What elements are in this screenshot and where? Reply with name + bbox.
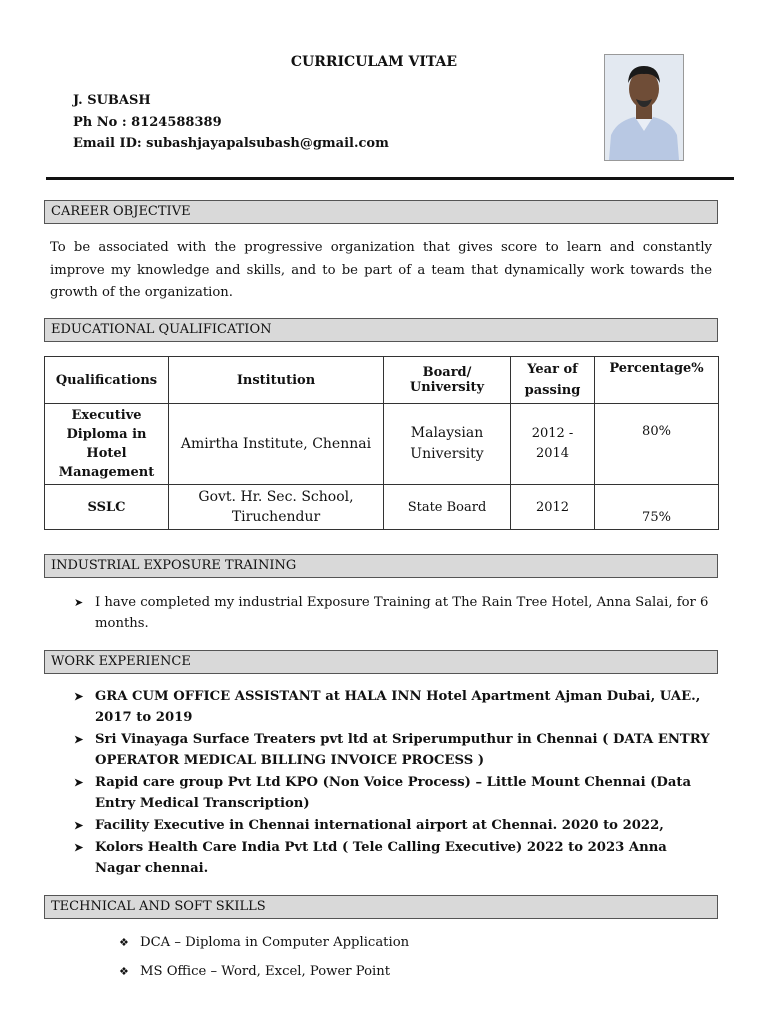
table-cell: SSLC (45, 485, 169, 530)
table-cell: 75% (595, 485, 719, 530)
skill-entry: MS Office – Word, Excel, Power Point (140, 964, 391, 979)
arrow-bullet-icon: ➤ (74, 690, 84, 703)
diamond-bullet-icon: ❖ (119, 965, 129, 978)
section-education: EDUCATIONAL QUALIFICATION (44, 318, 718, 342)
column-header: Year of passing (511, 357, 595, 404)
list-item (74, 772, 714, 814)
table-cell: Govt. Hr. Sec. School, Tiruchendur (169, 485, 384, 530)
list-item (119, 961, 679, 982)
list-item (74, 837, 714, 879)
list-item (74, 686, 714, 728)
work-entry: Facility Executive in Chennai international airport at Chennai. 2020 to 2022, (95, 818, 664, 833)
work-entry: Sri Vinayaga Surface Treaters pvt ltd at Sriperumputhur in Chennai ( DATA ENTRY OPERATOR MEDICAL BILLING INVOICE PROCESS ) (95, 732, 710, 768)
column-header: Qualifications (45, 357, 169, 404)
diamond-bullet-icon: ❖ (119, 936, 129, 949)
table-cell: 2012 (511, 485, 595, 530)
section-training: INDUSTRIAL EXPOSURE TRAINING (44, 554, 718, 578)
profile-photo (604, 54, 684, 161)
list-item (119, 932, 679, 953)
section-career-objective: CAREER OBJECTIVE (44, 200, 718, 224)
table-cell: Amirtha Institute, Chennai (169, 404, 384, 485)
table-header-row (45, 357, 719, 404)
list-item (74, 729, 714, 771)
phone-number: Ph No : 8124588389 (73, 115, 222, 130)
arrow-bullet-icon: ➤ (74, 841, 84, 854)
table-row (45, 404, 719, 485)
document-title: CURRICULAM VITAE (290, 54, 458, 70)
work-entry: Kolors Health Care India Pvt Ltd ( Tele Calling Executive) 2022 to 2023 Anna Nagar chennai. (95, 840, 667, 876)
candidate-name: J. SUBASH (73, 93, 151, 108)
table-cell: Malaysian University (384, 404, 511, 485)
work-entry: Rapid care group Pvt Ltd KPO (Non Voice Process) – Little Mount Chennai (Data Entry Medical Transcription) (95, 775, 692, 811)
arrow-bullet-icon: ➤ (74, 819, 84, 832)
table-cell: Executive Diploma in Hotel Management (45, 404, 169, 485)
table-cell: 80% (595, 404, 719, 485)
education-table (44, 356, 719, 530)
arrow-bullet-icon: ➤ (74, 733, 84, 746)
arrow-bullet-icon: ➤ (74, 596, 84, 609)
table-cell: State Board (384, 485, 511, 530)
email-address: Email ID: subashjayapalsubash@gmail.com (73, 136, 389, 151)
column-header: Institution (169, 357, 384, 404)
table-cell: 2012 - 2014 (511, 404, 595, 485)
header-divider (46, 177, 734, 180)
column-header: Percentage% (595, 357, 719, 404)
arrow-bullet-icon: ➤ (74, 776, 84, 789)
list-item (74, 592, 714, 634)
list-item (74, 815, 714, 836)
training-text: I have completed my industrial Exposure Training at The Rain Tree Hotel, Anna Salai, for 6 months. (95, 595, 709, 631)
section-work-experience: WORK EXPERIENCE (44, 650, 718, 674)
work-entry: GRA CUM OFFICE ASSISTANT at HALA INN Hotel Apartment Ajman Dubai, UAE., 2017 to 2019 (95, 689, 701, 725)
skill-entry: DCA – Diploma in Computer Application (140, 935, 410, 950)
career-objective-text: To be associated with the progressive organization that gives score to learn and constantly improve my knowledge and skills, and to be part of a team that dynamically work towards the growth of the organization. (50, 240, 712, 300)
column-header: Board/ University (384, 357, 511, 404)
section-skills: TECHNICAL AND SOFT SKILLS (44, 895, 718, 919)
table-row (45, 485, 719, 530)
